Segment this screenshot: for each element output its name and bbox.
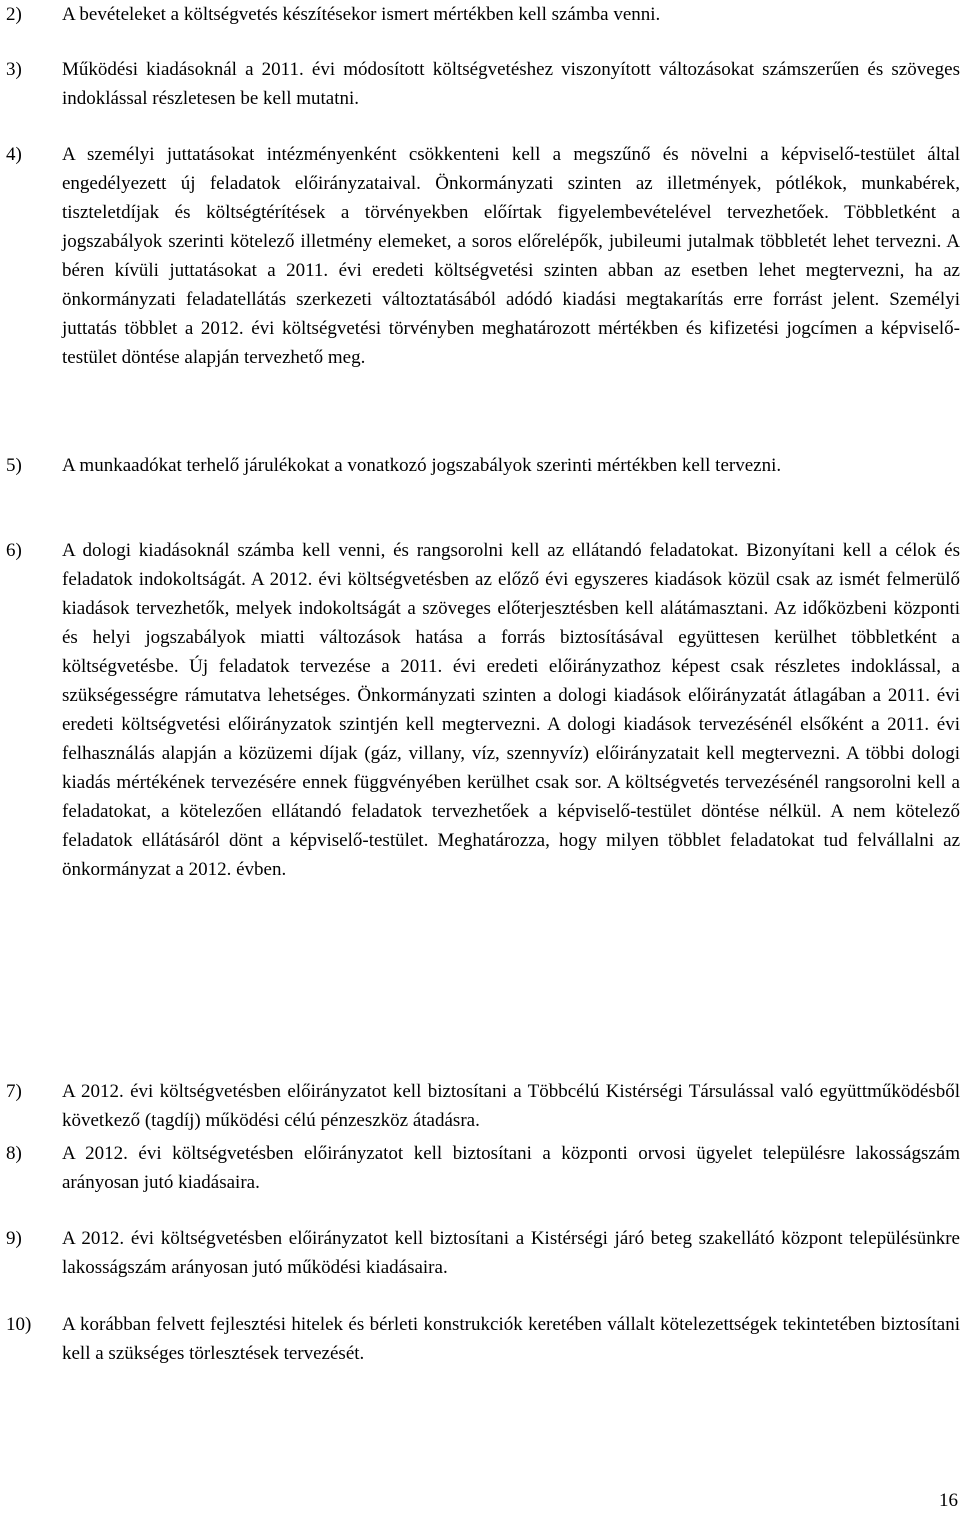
list-item-text: Működési kiadásoknál a 2011. évi módosított költségvetéshez viszonyított változásokat számszerűen és szöveges indoklással részletesen be kell mutatni.	[62, 59, 960, 109]
list-item-3	[6, 55, 960, 113]
list-item-9	[6, 1224, 960, 1282]
list-item-text: A bevételeket a költségvetés készítésekor ismert mértékben kell számba venni.	[62, 4, 661, 25]
list-item-8	[6, 1139, 960, 1197]
list-item-number: 2)	[6, 4, 22, 25]
list-item-10	[6, 1310, 960, 1368]
list-item-text: A dologi kiadásoknál számba kell venni, és rangsorolni kell az ellátandó feladatokat. Bizonyítani kell a célok és feladatok indokoltságát. A 2012. évi költségvetésben az előző évi egyszeres kiadások közül csak az ismét felmerülő kiadások tervezhetők, melyek indokoltságát a szöveges előterjesztésben kell alátámasztani. Az időközbeni központi és helyi jogszabályok miatti változások hatása a forrás biztosításával együttesen kerülhet többletként a költségvetésbe. Új feladatok tervezése a 2011. évi eredeti előirányzathoz képest csak részletes indoklással, a szükségességre rámutatva lehetséges. Önkormányzati szinten a dologi kiadások előirányzatát átlagában a 2011. évi eredeti költségvetési előirányzatok szintjén kell megtervezni. A dologi kiadások tervezésénél elsőként a 2011. évi felhasználás alapján a közüzemi díjak (gáz, villany, víz, szennyvíz) előirányzatait kell megtervezni. A többi dologi kiadás mértékének tervezésére ennek függvényében kerülhet csak sor. A költségvetés tervezésénél rangsorolni kell a feladatokat, a kötelezően ellátandó feladatok tervezhetőek a képviselő-testület döntése nélkül. A nem kötelező feladatok ellátásáról dönt a képviselő-testület. Meghatározza, hogy milyen többlet feladatokat tud felvállalni az önkormányzat a 2012. évben.	[62, 540, 960, 880]
page-number: 16	[939, 1490, 958, 1511]
list-item-number: 5)	[6, 455, 22, 476]
list-item-text: A 2012. évi költségvetésben előirányzatot kell biztosítani a központi orvosi ügyelet településre lakosságszám arányosan jutó kiadásaira.	[62, 1143, 960, 1193]
list-item-number: 4)	[6, 144, 22, 165]
list-item-number: 3)	[6, 59, 22, 80]
list-item-number: 6)	[6, 540, 22, 561]
list-item-2	[6, 0, 960, 29]
list-item-number: 10)	[6, 1314, 32, 1335]
list-item-text: A korábban felvett fejlesztési hitelek és bérleti konstrukciók keretében vállalt kötelezettségek tekintetében biztosítani kell a szükséges törlesztések tervezését.	[62, 1314, 960, 1364]
list-item-text: A 2012. évi költségvetésben előirányzatot kell biztosítani a Kistérségi járó beteg szakellátó központ településünkre lakosságszám arányosan jutó működési kiadásaira.	[62, 1228, 960, 1278]
list-item-6	[6, 536, 960, 884]
list-item-text: A 2012. évi költségvetésben előirányzatot kell biztosítani a Többcélú Kistérségi Társulással való együttműködésből következő (tagdíj) működési célú pénzeszköz átadásra.	[62, 1081, 960, 1131]
list-item-text: A személyi juttatásokat intézményenként csökkenteni kell a megszűnő és növelni a képviselő-testület által engedélyezett új feladatok előirányzataival. Önkormányzati szinten az illetmények, pótlékok, munkabérek, tiszteletdíjak és költségtérítések a törvényekben előírtak figyelembevételével tervezhetőek. Többletként a jogszabályok szerinti kötelező illetmény elemeket, a soros előrelépők, jubileumi jutalmak többletét lehet tervezni. A béren kívüli juttatásokat a 2011. évi eredeti költségvetési szinten abban az esetben lehet megtervezni, ha az önkormányzati feladatellátás szerkezeti változtatásából adódó kiadási megtakarítás erre forrást jelent. Személyi juttatás többlet a 2012. évi költségvetési törvényben meghatározott mértékben és kifizetési jogcímen a képviselő- testület döntése alapján tervezhető meg.	[62, 144, 960, 368]
list-item-number: 8)	[6, 1143, 22, 1164]
list-item-4	[6, 140, 960, 372]
list-item-5	[6, 451, 960, 480]
list-item-number: 9)	[6, 1228, 22, 1249]
list-item-number: 7)	[6, 1081, 22, 1102]
list-item-7	[6, 1077, 960, 1135]
list-item-text: A munkaadókat terhelő járulékokat a vonatkozó jogszabályok szerinti mértékben kell tervezni.	[62, 455, 782, 476]
